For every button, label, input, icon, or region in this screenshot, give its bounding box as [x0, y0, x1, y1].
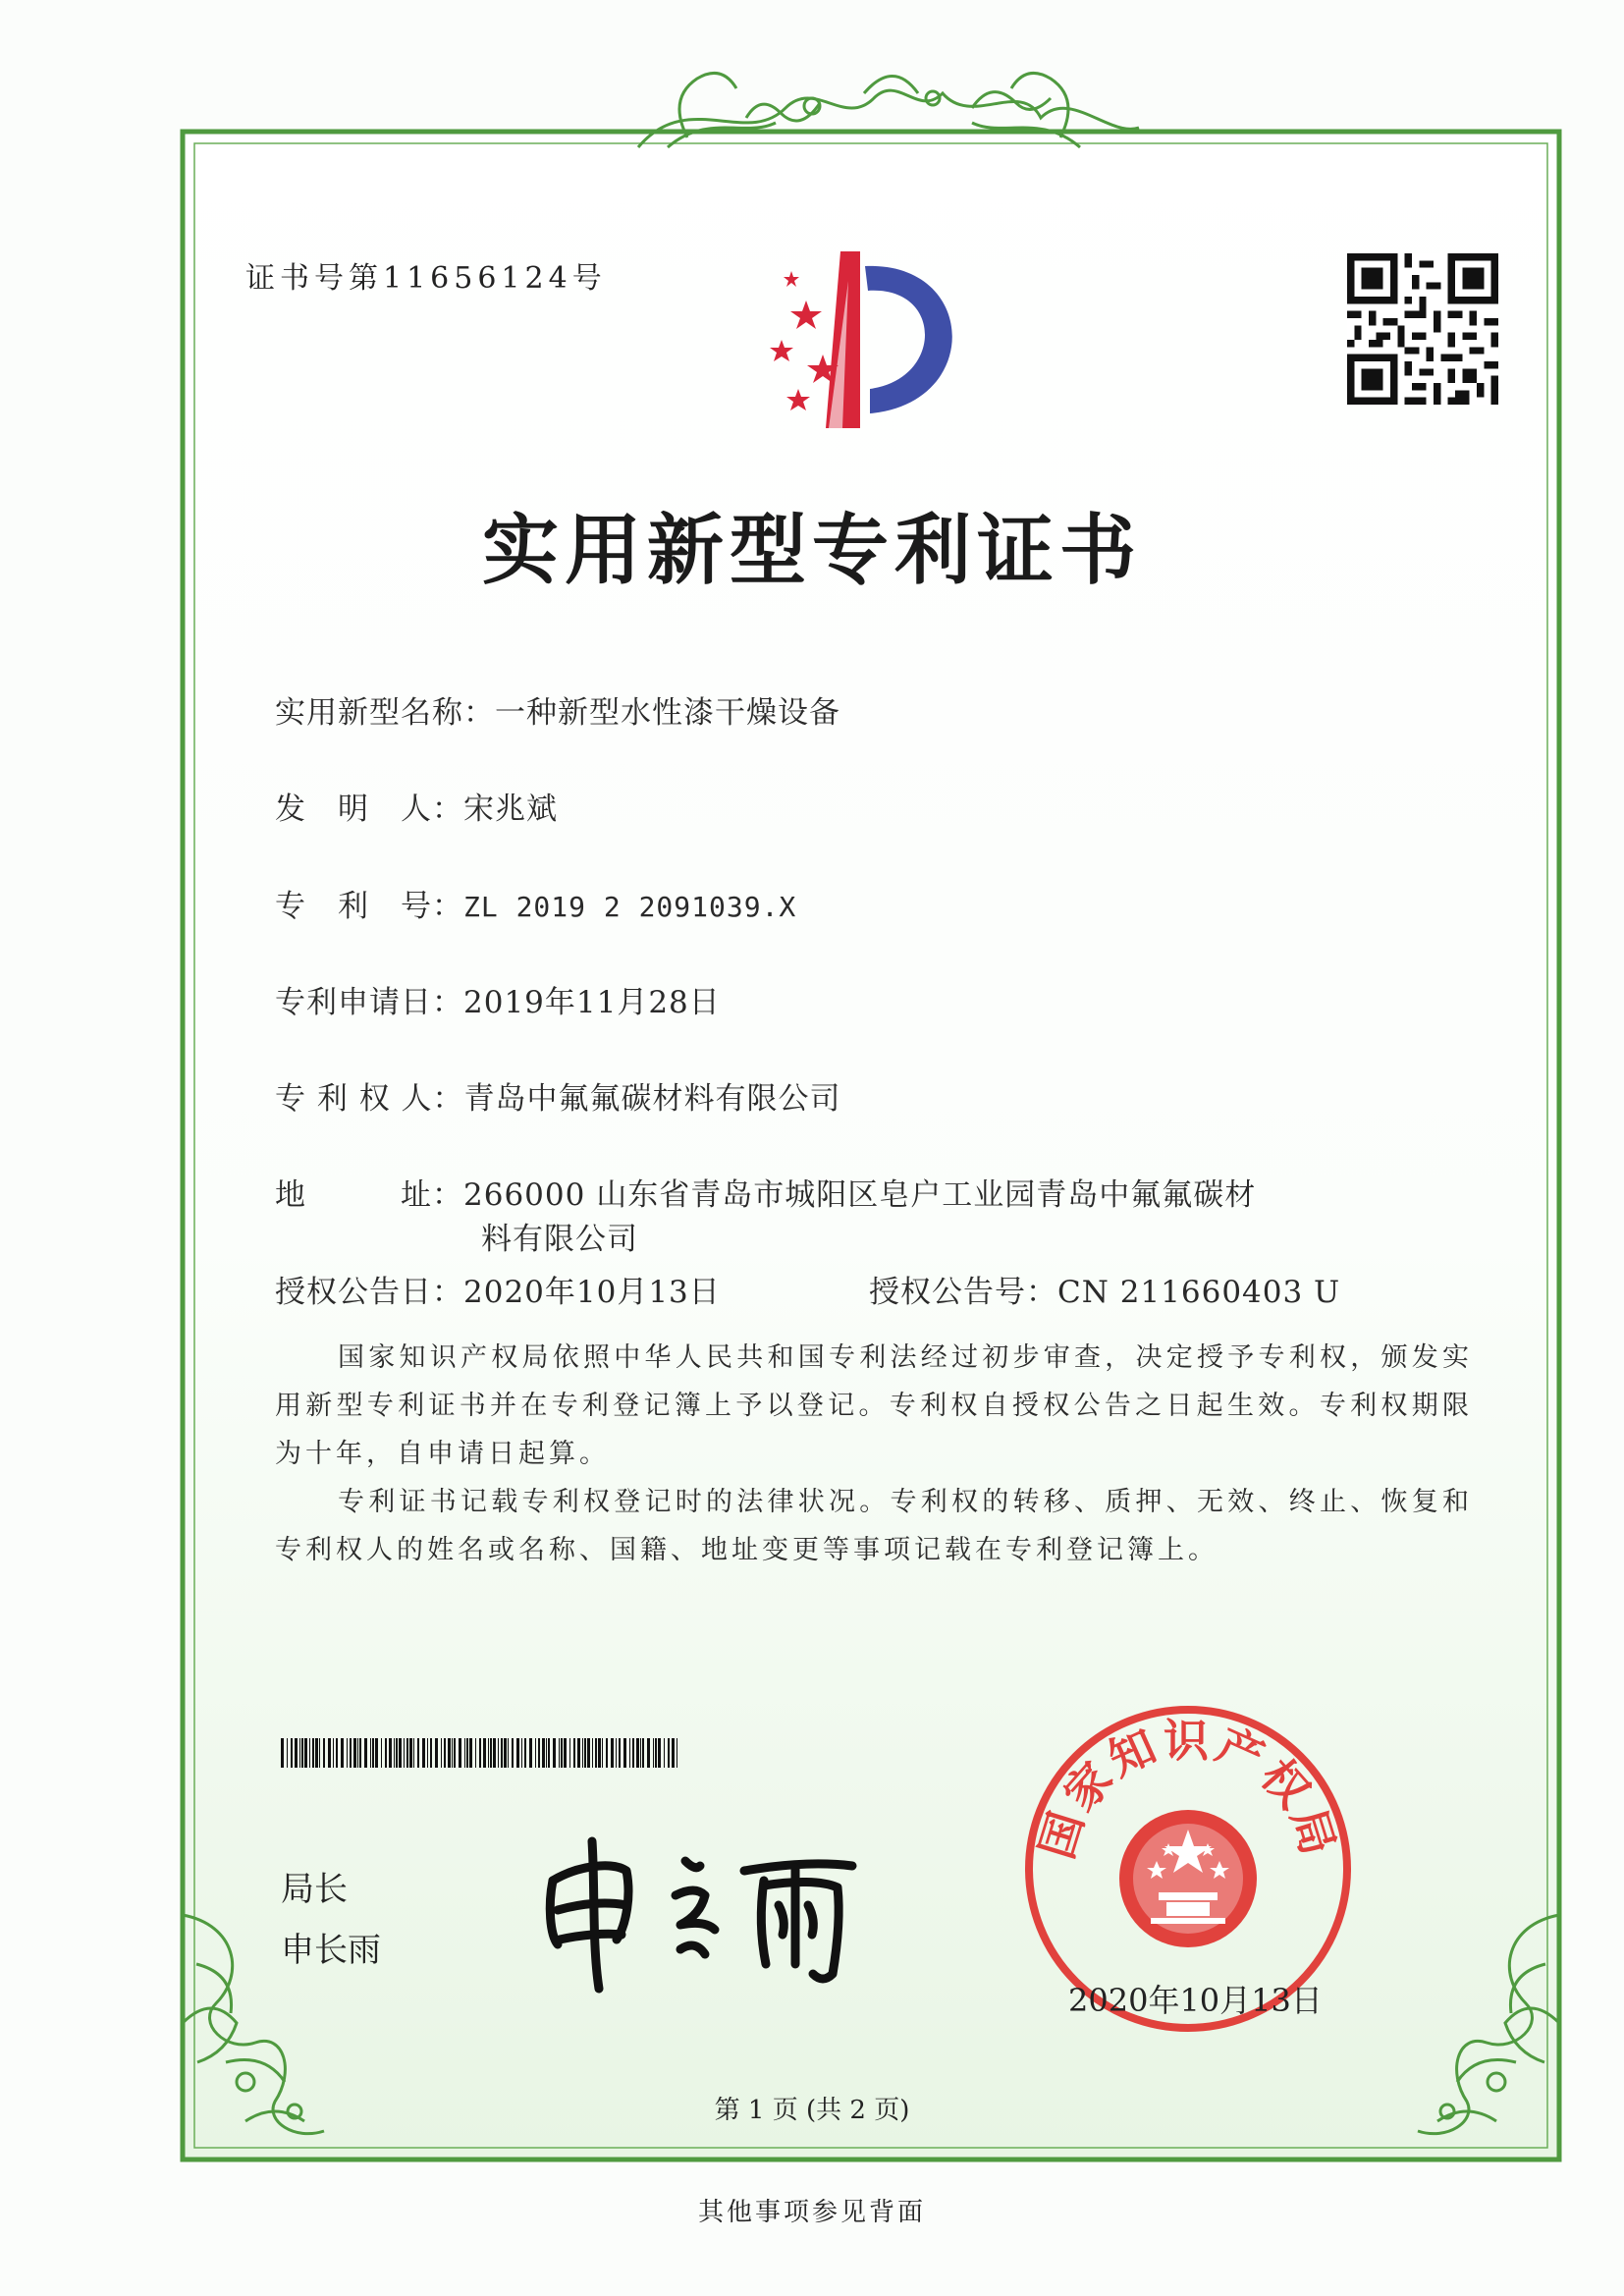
national-emblem-icon — [1119, 1810, 1257, 1947]
director-title: 局长 — [281, 1870, 348, 1909]
field-value: 青岛中氟氟碳材料有限公司 — [463, 1081, 841, 1117]
field-address-continued — [481, 1214, 638, 1258]
field-patentee — [275, 1073, 841, 1118]
field-utility-model-name — [275, 687, 840, 732]
certificate-title: 实用新型专利证书 — [481, 507, 1142, 595]
field-filing-date — [275, 977, 721, 1021]
seal-text: 国家知识产权局 — [1029, 1714, 1347, 1865]
field-value: 2019年11月28日 — [463, 985, 721, 1020]
field-grant-number — [869, 1267, 1340, 1311]
body-paragraph: 国家知识产权局依照中华人民共和国专利法经过初步审查，决定授予专利权，颁发实用新型专利证书并在专利登记簿上予以登记。专利权自授权公告之日起生效。专利权期限为十年，自申请日起算。 — [275, 1342, 1473, 1469]
certificate-body — [275, 1334, 1473, 1574]
field-value: 宋兆斌 — [463, 792, 558, 827]
field-value: ZL 2019 2 2091039.X — [463, 891, 797, 923]
field-label: 实用新型名称： — [275, 695, 495, 731]
field-label: 地 址： — [275, 1177, 463, 1213]
director-signature — [538, 1827, 872, 1994]
qr-code-icon — [1347, 253, 1498, 405]
seal-date: 2020年10月13日 — [1068, 1982, 1323, 2019]
field-value: 2020年10月13日 — [463, 1275, 721, 1310]
back-note: 其他事项参见背面 — [697, 2198, 926, 2227]
certificate-number: 证书号第11656124号 — [245, 261, 607, 296]
field-value: 料有限公司 — [481, 1222, 638, 1257]
field-patent-number — [275, 881, 796, 925]
body-paragraph: 专利证书记载专利权登记时的法律状况。专利权的转移、质押、无效、终止、恢复和专利权人的姓名或名称、国籍、地址变更等事项记载在专利登记簿上。 — [275, 1487, 1473, 1565]
top-ornament — [638, 73, 1139, 147]
field-address — [275, 1170, 1256, 1214]
field-label: 专 利 权 人： — [275, 1081, 464, 1117]
field-label: 专利申请日： — [275, 985, 463, 1020]
field-label: 授权公告号： — [869, 1275, 1057, 1310]
barcode-icon — [281, 1738, 681, 1768]
page-indicator: 第 1 页 (共 2 页) — [714, 2096, 910, 2125]
patent-office-logo-icon — [752, 242, 998, 438]
field-inventor — [275, 784, 558, 828]
field-value: 一种新型水性漆干燥设备 — [495, 695, 840, 731]
field-label: 授权公告日： — [275, 1275, 463, 1310]
field-label: 专 利 号： — [275, 889, 463, 924]
field-value: 266000 山东省青岛市城阳区皂户工业园青岛中氟氟碳材 — [463, 1177, 1257, 1213]
director-name: 申长雨 — [281, 1931, 381, 1970]
field-label: 发 明 人： — [275, 792, 463, 827]
field-grant-date — [275, 1267, 721, 1311]
field-value: CN 211660403 U — [1057, 1275, 1341, 1310]
